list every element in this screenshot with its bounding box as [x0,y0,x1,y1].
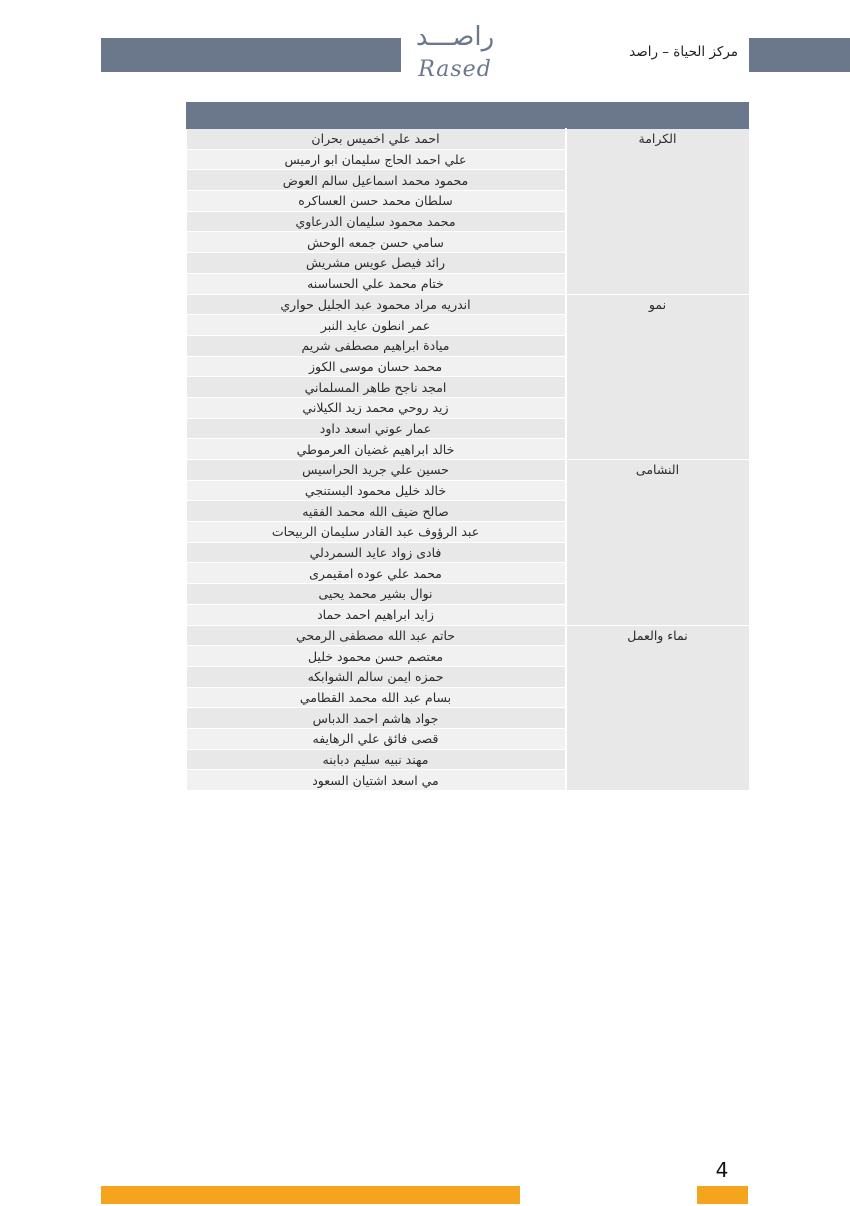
table-row [187,294,749,315]
member-name: احمد علي اخميس بحران [187,129,566,150]
header-title: مركز الحياة – راصد [629,44,738,60]
member-name: سلطان محمد حسن العساكره [187,191,566,212]
member-name: قصى فائق علي الرهايفه [187,728,566,749]
member-name: زايد ابراهيم احمد حماد [187,604,566,625]
table-header-row [187,103,749,129]
member-name: ختام محمد علي الحساسنه [187,273,566,294]
member-name: فادى زواد عايد السمردلي [187,542,566,563]
member-name: صالح ضيف الله محمد الفقيه [187,501,566,522]
member-name: مهند نبيه سليم دبابنه [187,749,566,770]
table-row [187,129,749,150]
members-table [186,102,749,791]
party-name: نماء والعمل [566,625,749,791]
table-header [187,103,749,129]
member-name: امجد ناجح طاهر المسلماني [187,377,566,398]
member-name: معتصم حسن محمود خليل [187,646,566,667]
logo-arabic: راصـــد [415,22,495,52]
member-name: عبد الرؤوف عبد القادر سليمان الربيحات [187,522,566,543]
member-name: خالد ابراهيم غضيان العرموطي [187,439,566,460]
member-name: عمر انطون عايد النبر [187,315,566,336]
member-name: زيد روحي محمد زيد الكيلاني [187,397,566,418]
table-row [187,625,749,646]
page-number: 4 [715,1158,729,1182]
member-name: رائد فيصل عويس مشريش [187,253,566,274]
party-name: الكرامة [566,129,749,295]
member-name: حمزه ايمن سالم الشوابكه [187,666,566,687]
member-name: سامي حسن جمعه الوحش [187,232,566,253]
member-name: نوال بشير محمد يحيى [187,584,566,605]
member-name: محمد علي عوده امقيمرى [187,563,566,584]
logo-english: Rased [418,57,492,82]
header-bar-left [101,38,401,72]
member-name: حاتم عبد الله مصطفى الرمحي [187,625,566,646]
member-name: مي اسعد اشتيان السعود [187,770,566,791]
party-name: نمو [566,294,749,460]
footer-bar-right [697,1186,748,1204]
member-name: جواد هاشم احمد الدباس [187,708,566,729]
member-name: حسين علي جريد الحراسيس [187,460,566,481]
header-bar-right [749,38,850,72]
member-name: عمار عوني اسعد داود [187,418,566,439]
table-row [187,460,749,481]
party-name: النشامى [566,460,749,626]
member-name: محمود محمد اسماعيل سالم العوض [187,170,566,191]
member-name: ميادة ابراهيم مصطفى شريم [187,335,566,356]
members-body [187,129,749,791]
member-name: خالد خليل محمود البستنجي [187,480,566,501]
member-name: علي احمد الحاج سليمان ابو ارميس [187,149,566,170]
member-name: اندريه مراد محمود عبد الجليل حواري [187,294,566,315]
footer-bar-left [101,1186,520,1204]
member-name: محمد حسان موسى الكوز [187,356,566,377]
member-name: محمد محمود سليمان الدرعاوي [187,211,566,232]
member-name: بسام عبد الله محمد القطامي [187,687,566,708]
